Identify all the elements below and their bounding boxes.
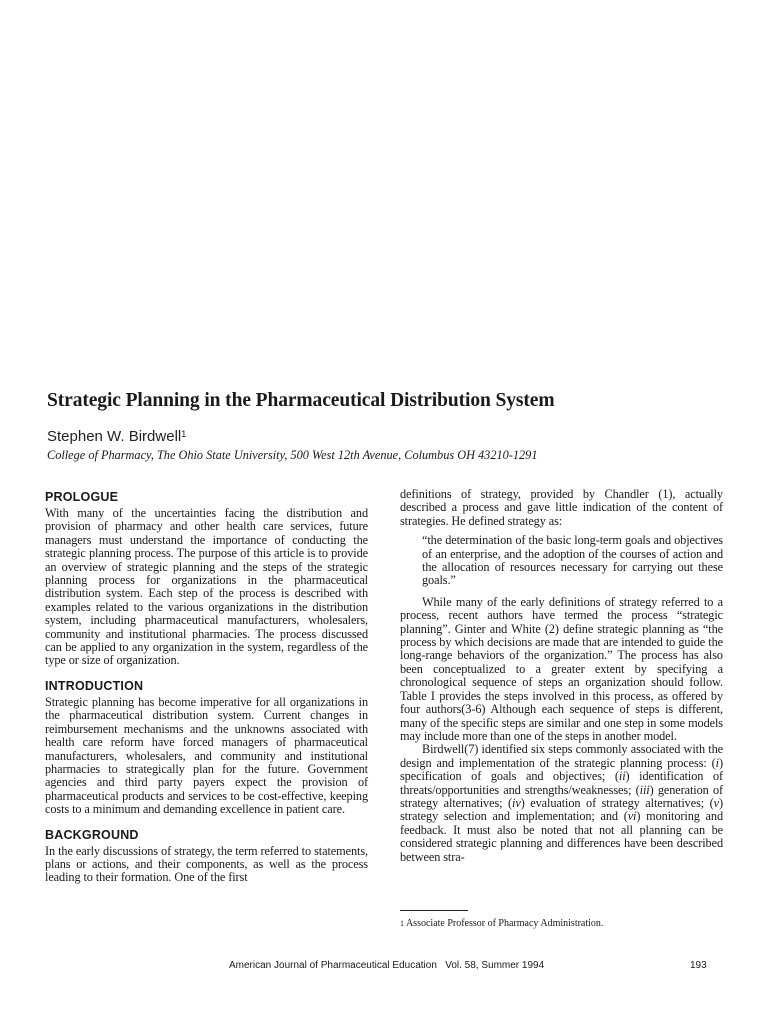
page-number: 193 (690, 960, 707, 971)
prologue-heading: PROLOGUE (45, 490, 119, 504)
steps-text: ) generation of strategy alternatives; ( (400, 782, 723, 810)
background-heading: BACKGROUND (45, 827, 139, 842)
chandler-quote: “the determination of the basic long-term goals and objectives of an enterprise, and the adoption of the courses of action and the allocation of resources necessary for carrying out these goals.” (422, 533, 723, 588)
author-name-text: Stephen W. Birdwell (47, 428, 182, 445)
author-footnote-mark: 1 (181, 429, 187, 439)
article-title: Strategic Planning in the Pharmaceutical Distribution System (47, 390, 555, 411)
step-numeral: i (715, 755, 719, 770)
journal-footer (229, 960, 544, 971)
step-numeral: iii (639, 782, 650, 797)
steps-text-intro: Birdwell(7) identified six steps commonly associated with the design and implementation of the strategic planning process: ( (400, 742, 723, 770)
step-numeral: vi (627, 809, 637, 824)
right-column (400, 488, 723, 864)
step-numeral: ii (618, 769, 626, 784)
left-column (45, 488, 368, 894)
introduction-text: Strategic planning has become imperative for all organizations in the pharmaceutical distribution system. Current changes in reimbursement mechanisms and the unknowns associated with health care reform have forced managers of pharmaceutical manufacturers, wholesalers, and community and institutional pharmacies to strategically plan for the future. Government agencies and third party payers expect the provision of pharmaceutical products and services to be cost-effective, keeping costs to a minimum and demanding excellence in patient care. (45, 694, 368, 817)
footnote (400, 917, 603, 930)
prologue-text: With many of the uncertainties facing the distribution and provision of pharmacy and other health care services, future managers must understand the importance of conducting the strategic planning process. The purpose of this article is to provide an overview of strategic planning and the steps of the strategic planning process for organizations in the pharmaceutical distribution system. Each step of the process is described with examples related to the various organizations in the distribution system, including pharmaceutical manufacturers, wholesalers, community and institutional pharmacies. The process discussed can be applied to any organization in the system, regardless of the type or size of organization. (45, 506, 368, 668)
journal-citation: American Journal of Pharmaceutical Education Vol. 58, Summer 1994 (229, 960, 545, 971)
footnote-mark: 1 (400, 919, 404, 928)
steps-text: ) identification of threats/opportunities and strengths/weaknesses; ( (400, 769, 724, 797)
birdwell-steps-text (400, 743, 723, 864)
steps-text: ) strategy selection and implementation; and ( (400, 795, 723, 824)
strategic-planning-text: While many of the early definitions of strategy referred to a process, recent authors have termed the process “strategic planning”. Ginter and White (2) define strategic planning as “the process by which decisions are made that are intended to guide the long-range behaviors of the organization.” The process has also been conceptualized to a greater extent by specifying a chronological sequence of steps an organization should follow. Table I provides the steps involved in this process, as offered by four authors(3-6) Although each sequence of steps is different, many of the specific steps are similar and one step in some models may include more than one of the steps in another model. (400, 594, 723, 743)
author-affiliation: College of Pharmacy, The Ohio State University, 500 West 12th Avenue, Columbus OH 43210-1291 (47, 448, 538, 462)
step-numeral: v (713, 795, 719, 810)
step-numeral: iv (512, 795, 521, 810)
footnote-text: Associate Professor of Pharmacy Administration. (405, 918, 604, 929)
strategy-definition-text: definitions of strategy, provided by Chandler (1), actually described a process and gave little indication of the content of strategies. He defined strategy as: (400, 487, 723, 528)
introduction-heading: INTRODUCTION (45, 678, 144, 693)
steps-text: ) monitoring and feedback. It must also be noted that not all planning can be considered strategic planning and differences have been described between stra- (400, 809, 723, 864)
author-name (47, 427, 186, 447)
background-text: In the early discussions of strategy, the term referred to statements, plans or actions, and their components, as well as the process leading to their formation. One of the first (45, 843, 368, 885)
footnote-divider (400, 910, 468, 911)
steps-text: ) evaluation of strategy alternatives; ( (520, 795, 714, 810)
steps-text: ) specification of goals and objectives; ( (400, 755, 723, 784)
